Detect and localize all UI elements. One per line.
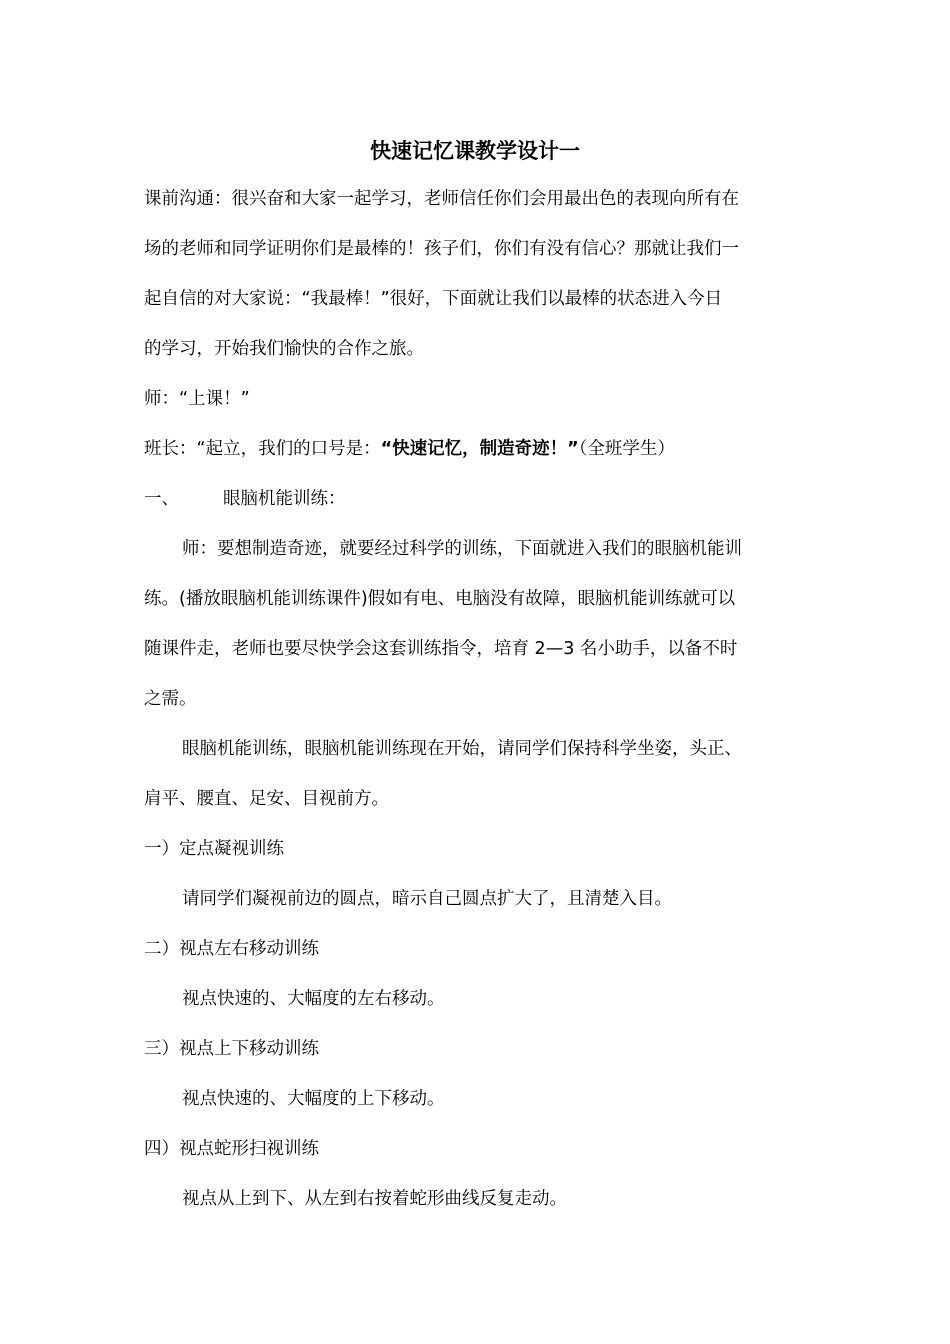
paragraph-line: 练。(播放眼脑机能训练课件)假如有电、电脑没有故障，眼脑机能训练就可以 — [144, 589, 736, 609]
paragraph-line: 眼脑机能训练，眼脑机能训练现在开始，请同学们保持科学坐姿，头正、 — [182, 739, 742, 759]
intro-line: 的学习，开始我们愉快的合作之旅。 — [144, 339, 424, 359]
paragraph-line: 肩平、腰直、足安、目视前方。 — [144, 789, 389, 809]
class-slogan: “快速记忆，制造奇迹！” — [380, 439, 579, 459]
section-heading — [144, 486, 346, 512]
subsection-heading: 三）视点上下移动训练 — [144, 1039, 319, 1059]
section-number: 一、 — [144, 489, 179, 509]
section-title: 眼脑机能训练： — [223, 489, 346, 509]
paragraph-line: 师：要想制造奇迹，就要经过科学的训练，下面就进入我们的眼脑机能训 — [182, 539, 742, 559]
teacher-line: 师：“上课！” — [144, 389, 250, 409]
monitor-line — [144, 436, 675, 462]
intro-line: 场的老师和同学证明你们是最棒的！孩子们，你们有没有信心？那就让我们一 — [144, 239, 739, 259]
monitor-suffix: （全班学生） — [578, 439, 675, 459]
subsection-heading: 一）定点凝视训练 — [144, 839, 284, 859]
subsection-text: 视点快速的、大幅度的左右移动。 — [182, 989, 445, 1009]
subsection-heading: 四）视点蛇形扫视训练 — [144, 1139, 319, 1159]
paragraph-line: 随课件走，老师也要尽快学会这套训练指令，培育 2—3 名小助手，以备不时 — [144, 639, 738, 659]
paragraph-line: 之需。 — [144, 689, 197, 709]
monitor-prefix: 班长：“起立，我们的口号是： — [144, 439, 381, 459]
intro-line: 起自信的对大家说：“我最棒！”很好，下面就让我们以最棒的状态进入今日 — [144, 289, 723, 309]
subsection-text: 请同学们凝视前边的圆点，暗示自己圆点扩大了，且清楚入目。 — [182, 889, 672, 909]
intro-line: 课前沟通：很兴奋和大家一起学习，老师信任你们会用最出色的表现向所有在 — [144, 189, 739, 209]
document-title: 快速记忆课教学设计一 — [370, 139, 580, 163]
subsection-text: 视点从上到下、从左到右按着蛇形曲线反复走动。 — [182, 1189, 567, 1209]
subsection-heading: 二）视点左右移动训练 — [144, 939, 319, 959]
subsection-text: 视点快速的、大幅度的上下移动。 — [182, 1089, 445, 1109]
